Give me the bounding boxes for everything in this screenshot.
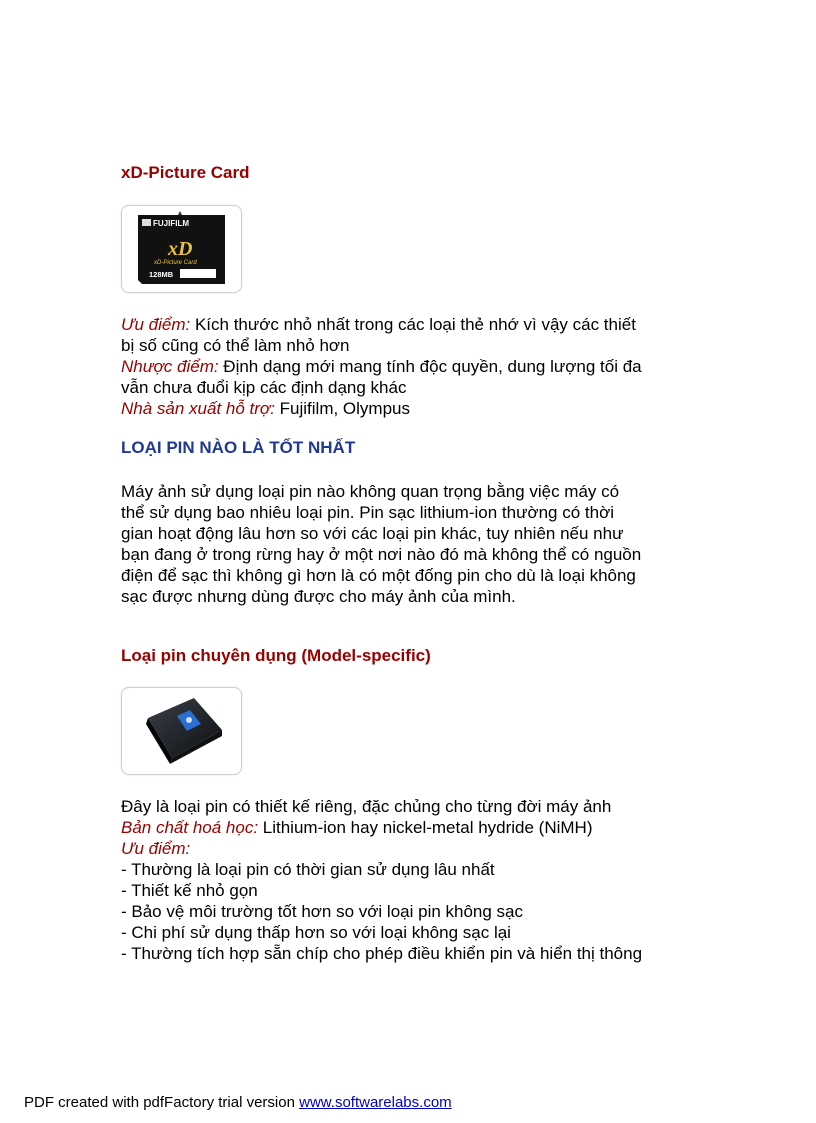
xd-pros-text-2: bị số cũng có thể làm nhỏ hơn — [121, 336, 350, 355]
model-intro: Đây là loại pin có thiết kế riêng, đặc chủng cho từng đời máy ảnh — [121, 797, 612, 816]
xd-pros-label: Ưu điểm: — [121, 315, 191, 334]
xd-cons-text-1: Định dạng mới mang tính độc quyền, dung lượng tối đa — [218, 357, 642, 376]
footer-text: PDF created with pdfFactory trial version — [24, 1094, 300, 1111]
xd-maker-line — [121, 398, 741, 419]
xd-brand-text: FUJIFILM — [153, 219, 189, 228]
model-chem-value: Lithium-ion hay nickel-metal hydride (NiMH) — [258, 818, 593, 837]
model-specific-description — [121, 796, 761, 964]
battery-image-frame — [121, 687, 242, 775]
model-bullet: - Chi phí sử dụng thấp hơn so với loại không sạc lại — [121, 923, 511, 942]
xd-cons-line-1 — [121, 356, 741, 377]
model-specific-heading: Loại pin chuyên dụng (Model-specific) — [121, 646, 431, 665]
xd-subtitle-text: xD-Picture Card — [154, 260, 197, 266]
xd-capacity-text: 128MB — [149, 270, 174, 279]
model-chem-label: Bản chất hoá học: — [121, 818, 259, 837]
battery-para-line: sạc được nhưng dùng được cho máy ảnh của mình. — [121, 587, 516, 606]
battery-paragraph — [121, 481, 741, 607]
battery-para-line: thể sử dụng bao nhiêu loại pin. Pin sạc lithium-ion thường có thời — [121, 503, 615, 522]
xd-maker-value: Fujifilm, Olympus — [274, 399, 410, 418]
battery-image — [122, 688, 241, 774]
xd-cons-label: Nhược điểm: — [121, 357, 219, 376]
model-bullet: - Thường là loại pin có thời gian sử dụng lâu nhất — [121, 860, 495, 879]
model-bullet: - Thiết kế nhỏ gọn — [121, 881, 258, 900]
battery-para-line: Máy ảnh sử dụng loại pin nào không quan trọng bằng việc máy có — [121, 482, 620, 501]
xd-card-image — [122, 206, 241, 292]
battery-para-line: bạn đang ở trong rừng hay ở một nơi nào đó mà không thể có nguồn — [121, 545, 642, 564]
xd-maker-label: Nhà sản xuất hỗ trợ: — [121, 399, 275, 418]
pdf-footer — [24, 1094, 452, 1111]
footer-link[interactable]: www.softwarelabs.com — [299, 1094, 452, 1111]
model-chem-line — [121, 817, 761, 838]
battery-heading: LOẠI PIN NÀO LÀ TỐT NHẤT — [121, 438, 356, 457]
battery-para-line: gian hoạt động lâu hơn so với các loại pin khác, tuy nhiên nếu như — [121, 524, 624, 543]
xd-pros-text-1: Kích thước nhỏ nhất trong các loại thẻ nhớ vì vậy các thiết — [190, 315, 636, 334]
xd-card-description — [121, 314, 741, 419]
battery-para-line: điện để sạc thì không gì hơn là có một đống pin cho dù là loại không — [121, 566, 636, 585]
model-bullet: - Thường tích hợp sẵn chíp cho phép điều khiển pin và hiển thị thông — [121, 944, 643, 963]
model-bullet: - Bảo vệ môi trường tốt hơn so với loại pin không sạc — [121, 902, 524, 921]
model-pros-label: Ưu điểm: — [121, 839, 191, 858]
xd-cons-text-2: vẫn chưa đuổi kịp các định dạng khác — [121, 378, 407, 397]
xd-card-image-frame — [121, 205, 242, 293]
xd-logo-text: xD — [168, 238, 193, 260]
xd-pros-line-1 — [121, 314, 741, 335]
xd-card-heading: xD-Picture Card — [121, 163, 250, 182]
